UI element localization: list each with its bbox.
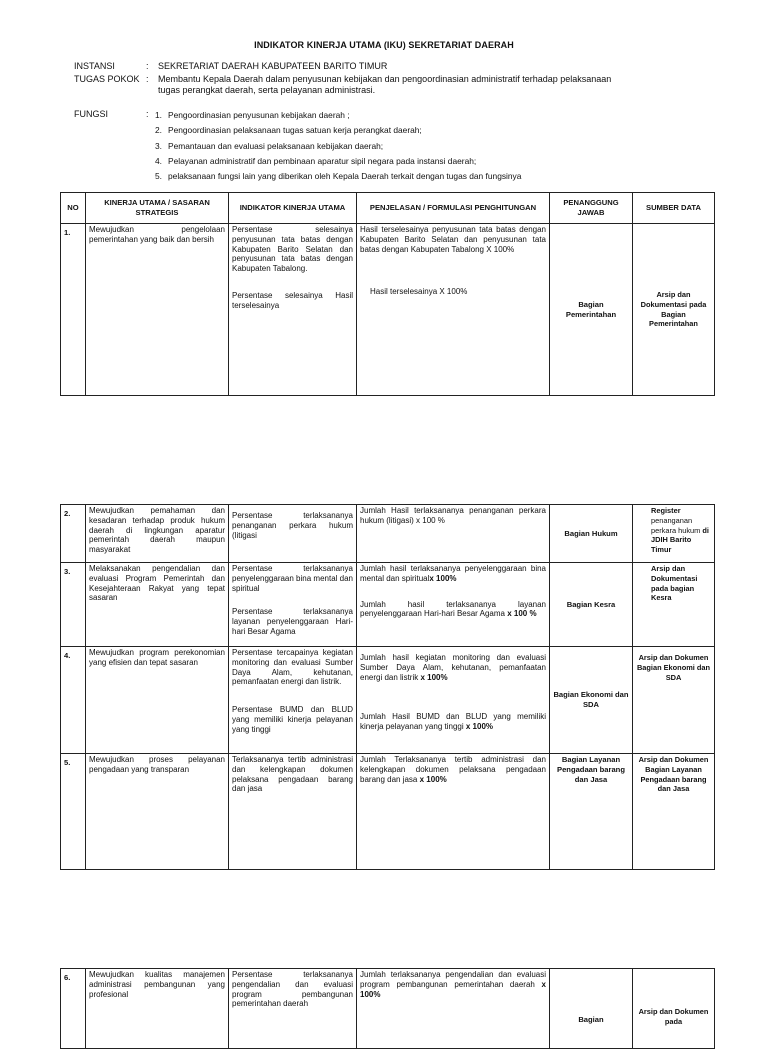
penjelasan-cell: Jumlah Terlaksananya tertib administrasi dan kelengkapan dokumen pelaksana pengadaan barang dan jasa x 100% [357, 754, 550, 870]
penanggung-jawab-cell: Bagian Pemerintahan [550, 224, 633, 396]
kinerja-cell: Mewujudkan pengelolaan pemerintahan yang baik dan bersih [86, 224, 229, 396]
fungsi-item: 3. Pemantauan dan evaluasi pelaksanaan kebijakan daerah; [155, 140, 384, 151]
header-sumber-data: SUMBER DATA [633, 193, 715, 224]
table-row [61, 754, 715, 870]
tugas-pokok-colon: : [146, 74, 149, 84]
fungsi-item: 1. Pengoordinasian penyusunan kebijakan daerah ; [155, 110, 350, 120]
indikator-cell [229, 563, 357, 647]
sumber-data-text: penanganan perkara hukum [651, 515, 701, 535]
penjelasan-text: Jumlah hasil kegiatan monitoring dan evaluasi Sumber Daya Alam, kehutanan, pemanfaatan energi dan listrik x 100% [360, 653, 546, 682]
table-row [61, 969, 715, 1049]
penjelasan-cell [357, 224, 550, 396]
penjelasan-text: Jumlah hasil terlaksananya layanan penyelenggaraan Hari-hari Besar Agama x 100 % [360, 599, 546, 619]
penanggung-jawab-cell: Bagian Hukum [550, 505, 633, 563]
kinerja-cell: Mewujudkan proses pelayanan pengadaan yang transparan [86, 754, 229, 870]
penjelasan-text: Jumlah Hasil BUMD dan BLUD yang memiliki kinerja pelayanan yang tinggi x 100% [360, 712, 546, 732]
kinerja-cell: Mewujudkan program perekonomian yang efisien dan tepat sasaran [86, 647, 229, 754]
header-penjelasan: PENJELASAN / FORMULASI PENGHITUNGAN [357, 193, 550, 224]
penjelasan-cell [357, 563, 550, 647]
penanggung-jawab-cell: Bagian Layanan Pengadaan barang dan Jasa [550, 754, 633, 870]
indikator-cell [229, 224, 357, 396]
indikator-text: Persentase terlaksananya penyelenggaraan bina mental dan spiritual [232, 564, 353, 593]
tugas-pokok-value: Membantu Kepala Daerah dalam penyusunan kebijakan dan pengoordinasian administratif terhadap pelaksanaan tugas perangkat daerah, serta pelayanan administrasi. [158, 74, 612, 95]
sumber-data-text: Register [651, 506, 681, 515]
indikator-text: Persentase terlaksananya layanan penyelenggaraan Hari-hari Besar Agama [232, 607, 353, 636]
page-title: INDIKATOR KINERJA UTAMA (IKU) SEKRETARIAT DAERAH [254, 40, 514, 50]
iku-table-1 [60, 192, 715, 396]
table-row [61, 647, 715, 754]
row-no: 4. [61, 647, 86, 754]
sumber-data-cell: Arsip dan Dokumentasi pada bagian Kesra [633, 563, 715, 647]
table-row [61, 563, 715, 647]
row-no: 3. [61, 563, 86, 647]
indikator-cell: Terlaksananya tertib administrasi dan kelengkapan dokumen pelaksana pengadaan barang dan jasa [229, 754, 357, 870]
sumber-data-text: di JDIH Barito Timur [651, 525, 709, 555]
fungsi-item: 2. Pengoordinasian pelaksanaan tugas satuan kerja perangkat daerah; [155, 125, 422, 136]
fungsi-item: 5. pelaksanaan fungsi lain yang diberikan oleh Kepala Daerah terkait dengan tugas dan fungsinya [155, 171, 522, 182]
penjelasan-text: Hasil terselesainya X 100% [370, 287, 468, 297]
penjelasan-text: Hasil terselesainya penyusunan tata batas dengan Kabupaten Barito Selatan dan penyusunan tata batas dengan Kabupaten Tabalong X 100% [360, 225, 546, 254]
tugas-pokok-label: TUGAS POKOK [74, 74, 140, 84]
penanggung-jawab-cell: Bagian Kesra [550, 563, 633, 647]
penjelasan-cell: Jumlah Hasil terlaksananya penanganan perkara hukum (litigasi) x 100 % [357, 505, 550, 563]
indikator-cell: Persentase terlaksananya pengendalian dan evaluasi program pembangunan pemerintahan daerah [229, 969, 357, 1049]
indikator-text: Persentase BUMD dan BLUD yang memiliki kinerja pelayanan yang tinggi [232, 705, 353, 734]
row-no: 2. [61, 505, 86, 563]
sumber-data-cell: Arsip dan Dokumentasi pada Bagian Pemerintahan [633, 224, 715, 396]
penanggung-jawab-cell: Bagian [550, 969, 633, 1049]
header-kinerja: KINERJA UTAMA / SASARAN STRATEGIS [86, 193, 229, 224]
indikator-text: Persentase tercapainya kegiatan monitoring dan evaluasi Sumber Daya Alam, kehutanan, pemanfaatan energi dan listrik. [232, 648, 353, 687]
kinerja-cell: Melaksanakan pengendalian dan evaluasi Program Pemerintah dan Kesejahteraan Rakyat yang tepat sasaran [86, 563, 229, 647]
indikator-cell [229, 647, 357, 754]
kinerja-cell: Mewujudkan kualitas manajemen administrasi pembangunan yang profesional [86, 969, 229, 1049]
header-no: NO [61, 193, 86, 224]
instansi-colon: : [146, 61, 149, 71]
instansi-label: INSTANSI [74, 61, 115, 71]
header-indikator: INDIKATOR KINERJA UTAMA [229, 193, 357, 224]
row-no: 1. [61, 224, 86, 396]
fungsi-list [148, 108, 521, 184]
indikator-cell: Persentase terlaksananya penanganan perkara hukum (litigasi [229, 505, 357, 563]
indikator-text: Persentase selesainya Hasil terselesainya [232, 290, 353, 310]
sumber-data-cell [633, 505, 715, 563]
fungsi-item: 4. Pelayanan administratif dan pembinaan aparatur sipil negara pada instansi daerah; [155, 155, 477, 166]
sumber-data-cell: Arsip dan Dokumen Bagian Layanan Pengadaan barang dan Jasa [633, 754, 715, 870]
iku-table-2 [60, 504, 715, 870]
sumber-data-cell: Arsip dan Dokumen pada [633, 969, 715, 1049]
table-row [61, 224, 715, 396]
iku-table-3 [60, 968, 715, 1049]
header-penanggung-jawab: PENANGGUNG JAWAB [550, 193, 633, 224]
fungsi-label: FUNGSI [74, 109, 109, 119]
table-row [61, 505, 715, 563]
indikator-text: Persentase selesainya penyusunan tata batas dengan Kabupaten Barito Selatan dan penyusunan tata batas dengan Kabupaten Tabalong. [232, 225, 353, 274]
penjelasan-cell [357, 647, 550, 754]
table-header-row [61, 193, 715, 224]
sumber-data-cell: Arsip dan Dokumen Bagian Ekonomi dan SDA [633, 647, 715, 754]
penjelasan-cell: Jumlah terlaksananya pengendalian dan evaluasi program pembangunan pemerintahan daerah x 100% [357, 969, 550, 1049]
fungsi-colon: : [146, 109, 149, 119]
penanggung-jawab-cell: Bagian Ekonomi dan SDA [550, 647, 633, 754]
instansi-value: SEKRETARIAT DAERAH KABUPATEEN BARITO TIMUR [158, 61, 388, 71]
row-no: 5. [61, 754, 86, 870]
kinerja-cell: Mewujudkan pemahaman dan kesadaran terhadap produk hukum daerah di lingkungan aparatur pemerintah daerah maupun masyarakat [86, 505, 229, 563]
row-no: 6. [61, 969, 86, 1049]
penjelasan-text: Jumlah hasil terlaksananya penyelenggaraan bina mental dan spiritualx 100% [360, 564, 546, 583]
